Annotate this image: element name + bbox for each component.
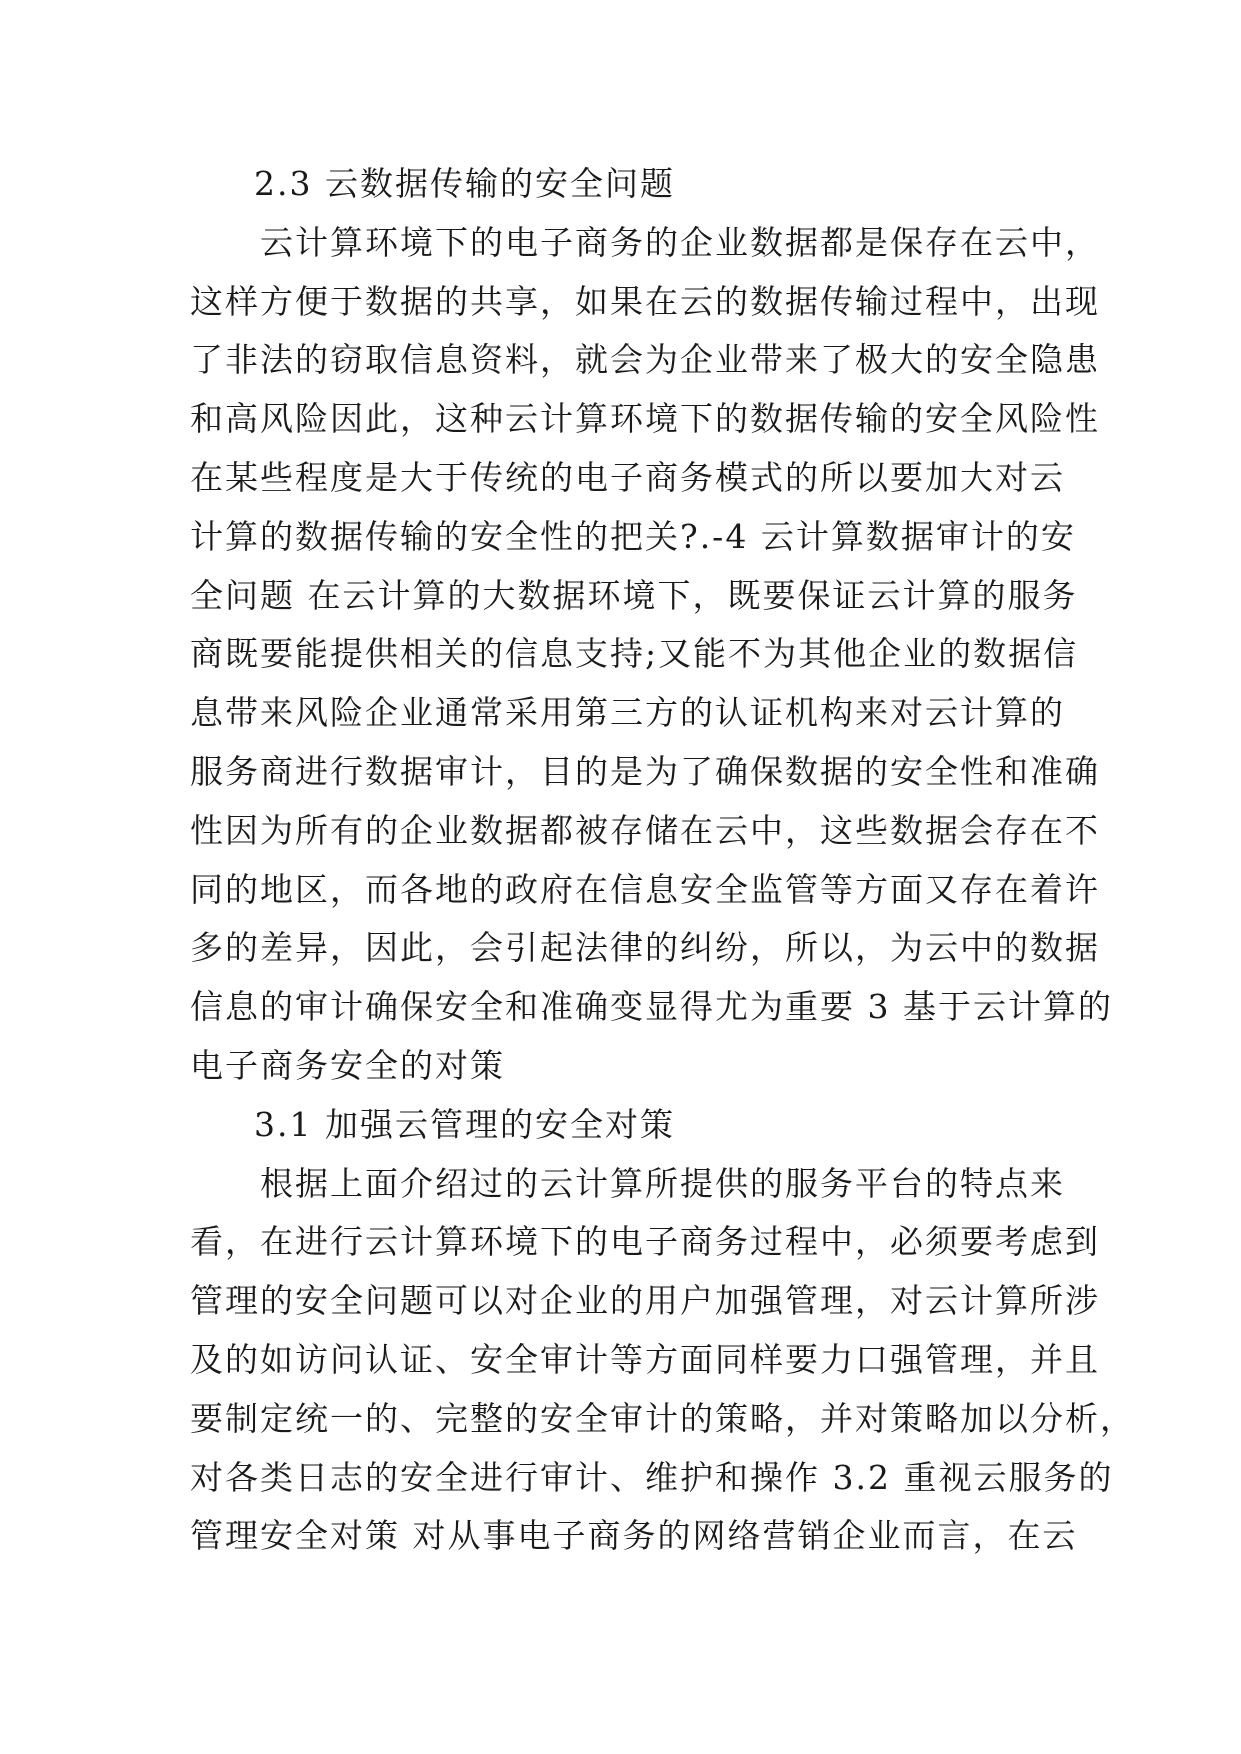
paragraph-line: 同的地区，而各地的政府在信息安全监管等方面又存在着许: [190, 869, 1100, 909]
paragraph-line: 息带来风险企业通常采用第三方的认证机构来对云计算的: [190, 693, 1065, 733]
paragraph-line: 管理安全对策 对从事电子商务的网络营销企业而言，在云: [190, 1516, 1078, 1556]
paragraph-line: 看，在进行云计算环境下的电子商务过程中，必须要考虑到: [190, 1222, 1100, 1262]
paragraph-line: 性因为所有的企业数据都被存储在云中，这些数据会存在不: [190, 810, 1100, 850]
paragraph-line: 信息的审计确保安全和准确变显得尤为重要 3 基于云计算的: [190, 987, 1113, 1027]
paragraph-line: 这样方便于数据的共享，如果在云的数据传输过程中，出现: [190, 281, 1100, 321]
paragraph-line: 云计算环境下的电子商务的企业数据都是保存在云中，: [260, 222, 1100, 262]
paragraph-line: 了非法的窃取信息资料，就会为企业带来了极大的安全隐患: [190, 340, 1100, 380]
paragraph-line: 和高风险因此，这种云计算环境下的数据传输的安全风险性: [190, 399, 1100, 439]
paragraph-line: 及的如访问认证、安全审计等方面同样要力口强管理，并且: [190, 1339, 1100, 1379]
paragraph-line: 电子商务安全的对策: [190, 1045, 505, 1085]
paragraph-line: 服务商进行数据审计，目的是为了确保数据的安全性和准确: [190, 751, 1100, 791]
section-heading-2-3: 2.3 云数据传输的安全问题: [254, 164, 675, 203]
paragraph-line: 商既要能提供相关的信息支持;又能不为其他企业的数据信: [190, 634, 1079, 674]
paragraph-line: 根据上面介绍过的云计算所提供的服务平台的特点来: [260, 1163, 1065, 1203]
paragraph-line: 计算的数据传输的安全性的把关?.-4 云计算数据审计的安: [190, 516, 1076, 556]
paragraph-line: 全问题 在云计算的大数据环境下，既要保证云计算的服务: [190, 575, 1078, 615]
paragraph-line: 对各类日志的安全进行审计、维护和操作 3.2 重视云服务的: [190, 1457, 1114, 1497]
paragraph-line: 在某些程度是大于传统的电子商务模式的所以要加大对云: [190, 457, 1065, 497]
paragraph-line: 管理的安全问题可以对企业的用户加强管理，对云计算所涉: [190, 1281, 1100, 1321]
paragraph-line: 多的差异，因此，会引起法律的纠纷，所以，为云中的数据: [190, 928, 1100, 968]
paragraph-line: 要制定统一的、完整的安全审计的策略，并对策略加以分析，: [190, 1398, 1135, 1438]
document-body: [190, 155, 1135, 1566]
section-heading-3-1: 3.1 加强云管理的安全对策: [254, 1104, 675, 1144]
